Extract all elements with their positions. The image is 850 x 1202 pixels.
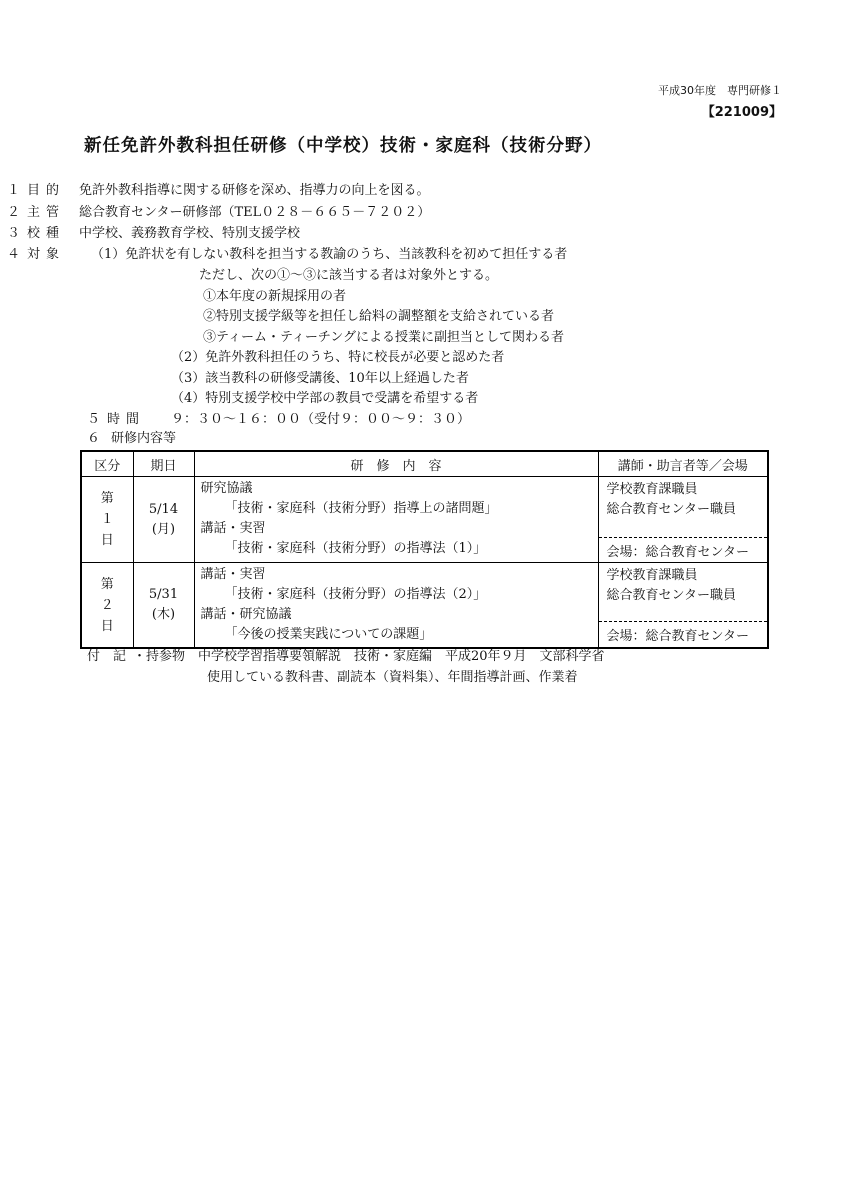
venue: 会場：総合教育センター xyxy=(598,538,768,563)
weekday-value: (月) xyxy=(151,521,176,537)
item-label: 主管 xyxy=(27,205,66,220)
item-text: 免許外教科指導に関する研修を深め、指導力の向上を図る。 xyxy=(79,183,430,198)
day-label xyxy=(81,563,133,649)
item-number: １ xyxy=(7,183,21,198)
content-line: 「技術・家庭科（技術分野）の指導法（1）」 xyxy=(224,541,487,556)
lecturers xyxy=(598,563,768,622)
item-number: ３ xyxy=(7,226,21,241)
notes-line: ・持参物 中学校学習指導要領解説 技術・家庭編 平成20年９月 文部科学省 xyxy=(133,649,605,664)
day-char: 第 xyxy=(100,576,114,592)
content-line: 講話・実習 xyxy=(200,521,266,536)
table-row xyxy=(81,477,768,538)
content-line: 講話・研究協議 xyxy=(200,607,292,622)
target-item: （2）免許外教科担任のうち、特に校長が必要と認めた者 xyxy=(171,350,505,365)
session-date xyxy=(133,477,194,563)
course-code: 【221009】 xyxy=(701,105,782,120)
target-item: （4）特別支援学校中学部の教員で受講を希望する者 xyxy=(171,391,479,406)
exclusion-item: ③ティーム・ティーチングによる授業に副担当として関わる者 xyxy=(203,330,565,345)
session-date xyxy=(133,563,194,649)
item-label: 対象 xyxy=(27,247,66,262)
header-kubun: 区分 xyxy=(81,451,133,477)
day-char: ２ xyxy=(100,597,114,613)
content-line: 「技術・家庭科（技術分野）指導上の諸問題」 xyxy=(224,501,498,516)
item-label: 目的 xyxy=(27,183,66,198)
lecturer-line: 総合教育センター職員 xyxy=(606,588,736,603)
page-title: 新任免許外教科担任研修（中学校）技術・家庭科（技術分野） xyxy=(84,136,602,156)
item-text: ９：３０～１６：００（受付９：００～９：３０） xyxy=(171,412,471,427)
item-text: （1）免許状を有しない教科を担当する教諭のうち、当該教科を初めて担任する者 xyxy=(91,247,568,262)
day-char: 日 xyxy=(100,618,114,634)
header-content: 研 修 内 容 xyxy=(194,451,598,477)
lecturer-line: 学校教育課職員 xyxy=(606,568,698,583)
item-label: 校種 xyxy=(27,226,66,241)
date-value: 5/31 xyxy=(148,587,179,602)
weekday-value: (木) xyxy=(151,607,176,622)
date-value: 5/14 xyxy=(148,501,179,517)
session-content xyxy=(194,563,598,649)
target-exclusion-note: ただし、次の①～③に該当する者は対象外とする。 xyxy=(199,268,499,283)
content-line: 「技術・家庭科（技術分野）の指導法（2）」 xyxy=(224,587,487,602)
lecturers xyxy=(598,477,768,538)
schedule-table xyxy=(80,450,769,649)
item-text: 総合教育センター研修部（TEL０２８－６６５－７２０２） xyxy=(79,205,431,220)
table-row xyxy=(81,563,768,622)
item-text: 中学校、義務教育学校、特別支援学校 xyxy=(79,226,301,241)
content-line: 「今後の授業実践についての課題」 xyxy=(224,627,433,642)
content-line: 研究協議 xyxy=(200,481,253,496)
item-label: 研修内容等 xyxy=(111,431,177,446)
item-label: 時間 xyxy=(107,412,146,427)
lecturer-line: 総合教育センター職員 xyxy=(606,502,736,517)
lecturer-line: 学校教育課職員 xyxy=(606,482,698,497)
item-number: ４ xyxy=(7,247,21,262)
header-lecturer: 講師・助言者等／会場 xyxy=(598,451,768,477)
day-char: 日 xyxy=(100,533,114,548)
target-item: （3）該当教科の研修受講後、10年以上経過した者 xyxy=(171,371,469,386)
header-date: 期日 xyxy=(133,451,194,477)
table-header-row xyxy=(81,451,768,477)
item-number: ６ xyxy=(87,431,101,446)
content-line: 講話・実習 xyxy=(200,567,266,582)
notes-line: 使用している教科書、副読本（資料集）、年間指導計画、作業着 xyxy=(207,670,578,685)
notes-label: 付 記 xyxy=(87,649,127,664)
item-number: ２ xyxy=(7,205,21,220)
day-char: １ xyxy=(100,512,114,527)
fiscal-year-line: 平成30年度 専門研修１ xyxy=(658,84,782,97)
day-label xyxy=(81,477,133,563)
day-char: 第 xyxy=(100,491,114,506)
session-content xyxy=(194,477,598,563)
exclusion-item: ②特別支援学級等を担任し給料の調整額を支給されている者 xyxy=(203,309,555,324)
item-number: ５ xyxy=(87,412,101,427)
exclusion-item: ①本年度の新規採用の者 xyxy=(203,289,347,304)
venue: 会場：総合教育センター xyxy=(598,622,768,648)
